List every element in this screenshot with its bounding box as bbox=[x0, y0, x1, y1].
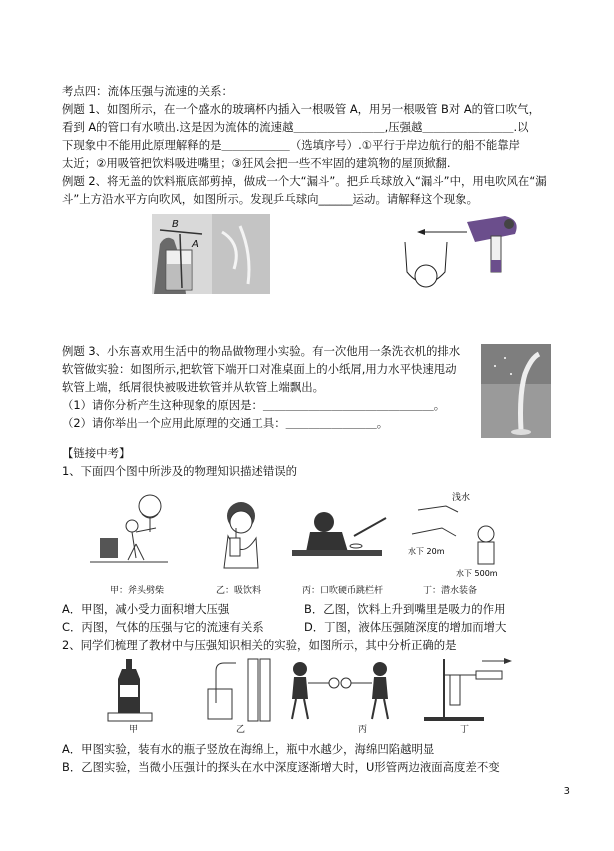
q2-stem: 2、同学们梳理了教材中与压强知识相关的实验，如图所示，其中分析正确的是 bbox=[62, 638, 457, 652]
q2-option-b: B．乙图实验，当微小压强计的探头在水中深度逐渐增大时，U形管两边液面高度差不变 bbox=[62, 760, 500, 774]
ex1-line-2: 看到 A的管口有水喷出.这是因为流体的流速越＿＿＿＿＿＿＿＿,压强越＿＿＿＿＿＿＿＿.以 bbox=[62, 120, 529, 134]
ex2-line-1: 例题 2、将无盖的饮料瓶底部剪掉，做成一个大“漏斗”。把乒乓球放入“漏斗”中，用电吹风在“漏 bbox=[62, 174, 547, 188]
ex3-question-1: （1）请你分析产生这种现象的原因是：＿＿＿＿＿＿＿＿＿＿＿＿＿＿＿。 bbox=[62, 398, 446, 412]
ex2-line-2: 斗”上方沿水平方向吹风，如图所示。发现乒乓球向______运动。请解释这个现象。 bbox=[62, 192, 478, 206]
ex3-question-2: （2）请你举出一个应用此原理的交通工具：＿＿＿＿＿＿＿＿。 bbox=[62, 416, 389, 430]
q2-option-a: A．甲图实验，装有水的瓶子竖放在海绵上，瓶中水越少，海绵凹陷越明显 bbox=[62, 742, 435, 756]
q1-caption-3: 丙：口吹硬币跳栏杆 bbox=[302, 586, 384, 596]
shallow-label: 浅水 bbox=[452, 493, 471, 503]
q2-caption-3: 丙 bbox=[358, 725, 368, 735]
depth-20m-label: 水下 20m bbox=[408, 547, 445, 556]
q1-scenes-figure bbox=[86, 492, 516, 588]
ex1-line-4: 太近；②用吸管把饮料吸进嘴里；③狂风会把一些不牢固的建筑物的屋顶掀翻. bbox=[62, 156, 451, 170]
q1-caption-1: 甲：斧头劈柴 bbox=[110, 586, 165, 596]
label-b: B bbox=[172, 219, 179, 230]
q2-caption-1: 甲 bbox=[129, 725, 139, 735]
q1-option-b: B．乙图，饮料上升到嘴里是吸力的作用 bbox=[304, 602, 506, 616]
depth-500m-label: 水下 500m bbox=[456, 569, 498, 578]
page-number: 3 bbox=[563, 786, 570, 797]
q1-option-a: A．甲图，减小受力面积增大压强 bbox=[62, 602, 230, 616]
q2-experiments-figure bbox=[104, 655, 514, 725]
q1-stem: 1、下面四个图中所涉及的物理知识描述错误的 bbox=[62, 464, 298, 478]
q1-caption-2: 乙：吸饮料 bbox=[216, 586, 262, 596]
q1-option-c: C．丙图，气体的压强与它的流速有关系 bbox=[62, 620, 264, 634]
ex3-line-3: 软管上端，纸屑很快被吸进软管并从软管上端飘出。 bbox=[62, 380, 324, 394]
ex3-line-2: 软管做实验：如图所示,把软管下端开口对准桌面上的小纸屑,用力水平快速甩动 bbox=[62, 362, 457, 376]
q1-option-d: D．丁图，液体压强随深度的增加而增大 bbox=[304, 620, 507, 634]
section-title: 考点四：流体压强与流速的关系： bbox=[62, 84, 233, 98]
straw-glass-figure bbox=[152, 214, 270, 294]
q2-caption-2: 乙 bbox=[236, 725, 246, 735]
link-header: 【链接中考】 bbox=[62, 446, 131, 460]
q1-caption-4: 丁：潜水装备 bbox=[423, 586, 478, 596]
hose-photo-figure bbox=[481, 344, 551, 438]
ex3-line-1: 例题 3、小东喜欢用生活中的物品做物理小实验。有一次他用一条洗衣机的排水 bbox=[62, 344, 461, 358]
label-a: A bbox=[192, 239, 199, 250]
funnel-dryer-figure bbox=[395, 212, 525, 300]
ex1-line-1: 例题 1、如图所示，在一个盛水的玻璃杯内插入一根吸管 A，用另一根吸管 B对 A的管口吹气， bbox=[62, 102, 540, 116]
ex1-line-3: 下现象中不能用此原理解释的是＿＿＿＿＿＿（选填序号）.①平行于岸边航行的船不能靠岸 bbox=[62, 138, 521, 152]
q2-caption-4: 丁 bbox=[460, 725, 470, 735]
